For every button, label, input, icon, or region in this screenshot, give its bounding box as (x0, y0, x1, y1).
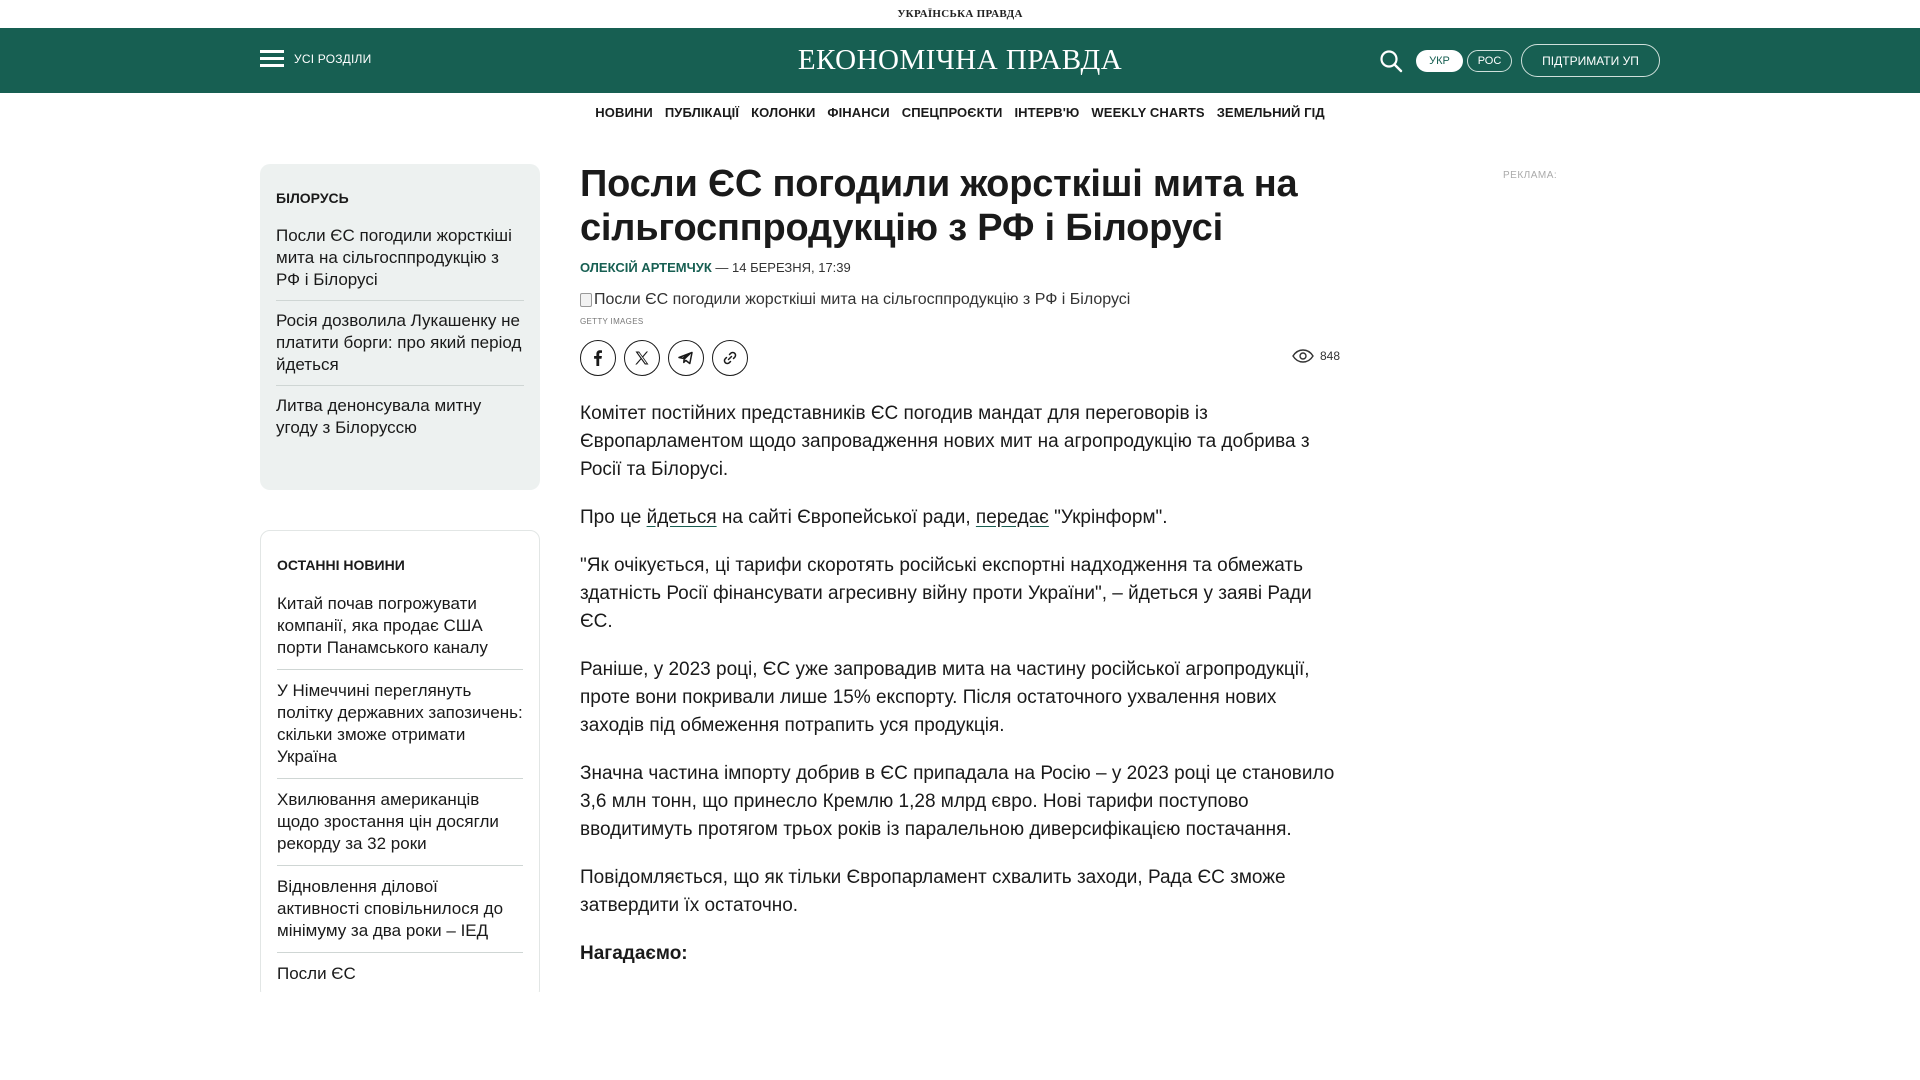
nav-item-weekly-charts[interactable]: WEEKLY CHARTS (1091, 105, 1205, 120)
nav-item-columns[interactable]: КОЛОНКИ (751, 105, 816, 120)
site-header (0, 28, 1920, 93)
byline-separator: — (711, 260, 733, 275)
latest-news-item[interactable]: Китай почав погрожувати компанії, яка продає США порти Панамського каналу (277, 583, 523, 670)
latest-news-item[interactable]: У Німеччині переглянуть політку державних запозичень: скільки зможе отримати Україна (277, 670, 523, 779)
lang-ros-button[interactable]: РОС (1467, 50, 1512, 72)
lang-ukr-button[interactable]: УКР (1416, 50, 1463, 72)
image-credit: GETTY IMAGES (580, 317, 644, 326)
views-count: 848 (1319, 349, 1340, 363)
main-nav (0, 100, 1920, 128)
article-byline (580, 260, 1340, 275)
related-box (260, 164, 540, 490)
paragraph: Комітет постійних представників ЄС погодив мандат для переговорів із Європарламентом щодо запровадження нових мит на агропродукцію та добрива з Росії та Білорусі. (580, 403, 1310, 480)
menu-icon (260, 50, 284, 67)
article-image-alt: Посли ЄС погодили жорсткіші мита на сільгосппродукцію з РФ і Білорусі (594, 291, 1131, 308)
paragraph: "Як очікується, ці тарифи скоротять російські експортні надходження та обмежать здатність Росії фінансувати агресивну війну проти України", – йдеться у заяві Ради ЄС. (580, 555, 1312, 632)
source-link-ydetsia[interactable]: йдеться (646, 507, 717, 528)
nav-item-publications[interactable]: ПУБЛІКАЦІЇ (664, 105, 740, 120)
related-item[interactable]: Литва денонсувала митну угоду з Білоруссю (276, 396, 482, 437)
nav-item-finance[interactable]: ФІНАНСИ (827, 105, 890, 120)
paragraph: Значна частина імпорту добрив в ЄС припадала на Росію – у 2023 році це становило 3,6 млн тонн, що принесло Кремлю 1,28 млрд євро. Нові тарифи поступово вводитимуть протягом трьох років із паралельною диверсифікацією постачання. (580, 763, 1335, 840)
paragraph: Повідомляється, що як тільки Європарламент схвалить заходи, Рада ЄС зможе затвердити їх остаточно. (580, 867, 1286, 916)
paragraph: Раніше, у 2023 році, ЄС уже запровадив мита на частину російської агропродукції, проте вони покривали лише 15% експорту. Після остаточного ухвалення нових заходів під обмеження потрапить уся продукція. (580, 659, 1310, 736)
related-item[interactable]: Посли ЄС погодили жорсткіші мита на сільгосппродукцію з РФ і Білорусі (276, 216, 524, 301)
article (580, 162, 1340, 968)
ad-label: РЕКЛАМА: (1503, 170, 1558, 181)
eye-icon (1292, 349, 1314, 363)
telegram-icon[interactable] (668, 340, 704, 376)
nav-item-special-projects[interactable]: СПЕЦПРОЄКТИ (901, 105, 1003, 120)
all-sections-label: УСІ РОЗДІЛИ (294, 51, 372, 66)
viewport-bottom-blank (0, 992, 1920, 1080)
related-title[interactable]: БІЛОРУСЬ (276, 190, 349, 206)
views-counter (1292, 349, 1340, 363)
top-strip (0, 0, 1920, 28)
article-image (580, 291, 1340, 309)
paragraph: Про це йдеться на сайті Європейської ради, передає "Укрінформ". (580, 507, 1168, 528)
site-logo[interactable]: ЕКОНОМІЧНА ПРАВДА (797, 44, 1123, 76)
x-icon[interactable] (624, 340, 660, 376)
nav-item-news[interactable]: НОВИНИ (595, 105, 653, 120)
share-row (580, 340, 1340, 376)
article-title: Посли ЄС погодили жорсткіші мита на сільгосппродукцію з РФ і Білорусі (580, 163, 1298, 249)
support-button[interactable]: ПІДТРИМАТИ УП (1521, 44, 1660, 77)
latest-news-item[interactable]: Посли ЄС (277, 964, 356, 983)
author-link[interactable]: ОЛЕКСІЙ АРТЕМЧУК (580, 260, 712, 275)
article-date: 14 БЕРЕЗНЯ, 17:39 (732, 260, 851, 275)
up-brand-link[interactable]: УКРАЇНСЬКА ПРАВДА (897, 8, 1023, 20)
search-icon[interactable] (1378, 48, 1404, 74)
latest-news-item[interactable]: Відновлення ділової активності сповільнилося до мінімуму за два роки – ІЕД (277, 866, 523, 953)
related-item[interactable]: Росія дозволила Лукашенку не платити борги: про який період йдеться (276, 301, 524, 386)
latest-news-box (260, 530, 540, 1000)
nav-item-interviews[interactable]: ІНТЕРВ'Ю (1014, 105, 1080, 120)
latest-news-item[interactable]: Хвилювання американців щодо зростання цін досягли рекорду за 32 роки (277, 779, 523, 866)
source-link-peredaie[interactable]: передає (975, 507, 1049, 528)
all-sections-button[interactable] (260, 50, 371, 67)
nav-item-land-guide[interactable]: ЗЕМЕЛЬНИЙ ГІД (1216, 105, 1325, 120)
facebook-icon[interactable] (580, 340, 616, 376)
broken-image-icon (580, 293, 592, 307)
reminder-heading: Нагадаємо: (580, 943, 688, 964)
link-icon[interactable] (712, 340, 748, 376)
article-body (580, 400, 1340, 968)
latest-news-title: ОСТАННІ НОВИНИ (277, 557, 405, 573)
